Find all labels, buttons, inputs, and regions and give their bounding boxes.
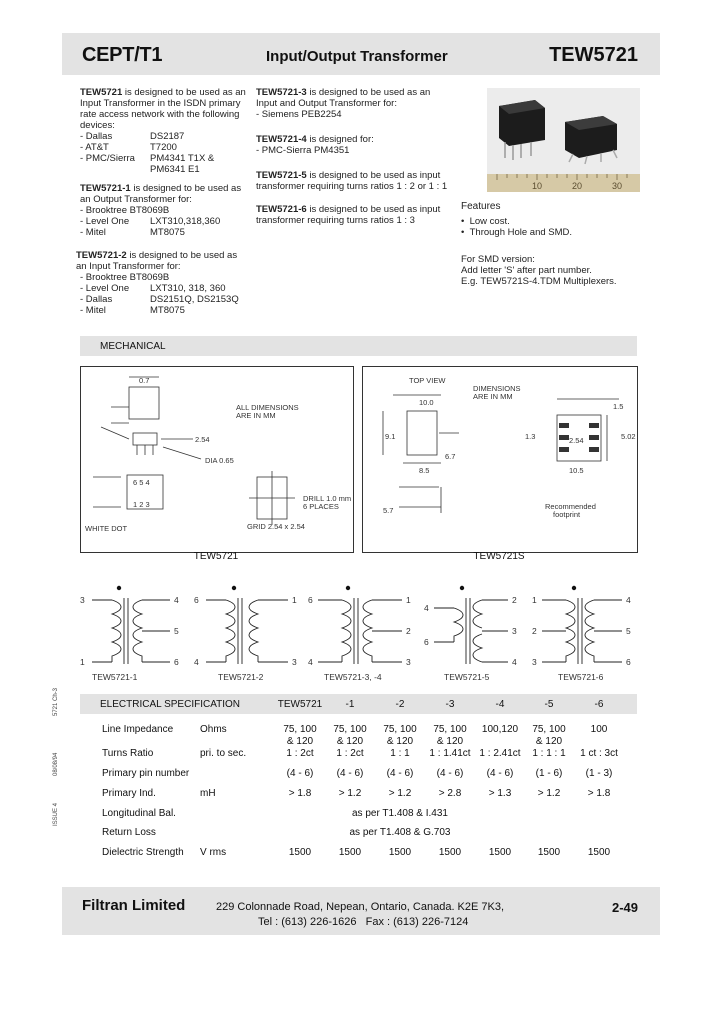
smd-line: Add letter 'S' after part number.	[461, 265, 592, 276]
device-list-3	[80, 272, 248, 316]
dim-label: ALL DIMENSIONS	[236, 403, 299, 412]
svg-text:4: 4	[194, 657, 199, 667]
spec-row-primary-pin: Primary pin number (4 - 6) (4 - 6) (4 - 6) (4 - 6) (4 - 6) (1 - 6) (1 - 3)	[102, 768, 613, 779]
header-left-title: CEPT/T1	[82, 44, 163, 66]
para-tew5721-5: TEW5721-5 is designed to be used as input transformer requiring turns ratios 1 : 2 or 1 : 1	[256, 170, 448, 192]
list-item: - Mitel MT8075	[80, 227, 185, 238]
feature-item: • Through Hole and SMD.	[461, 227, 573, 238]
mechanical-drawing-tew5721s	[362, 366, 638, 553]
svg-text:3: 3	[512, 626, 517, 636]
spec-col-header: -1	[345, 699, 355, 710]
list-item: PM6341 E1	[150, 164, 200, 175]
para-tew5721-1: TEW5721-1 is designed to be used as an Output Transformer for:	[80, 183, 242, 205]
svg-text:3: 3	[80, 595, 85, 605]
dim-label: 6 PLACES	[303, 502, 339, 511]
dot-label: WHITE DOT	[85, 524, 128, 533]
list-item: - Brooktree BT8069B	[80, 272, 170, 283]
spec-row-turns-ratio: Turns Ratio pri. to sec. 1 : 2ct 1 : 2ct 1 : 1 1 : 1.41ct 1 : 2.41ct 1 : 1 : 1 1 ct : 3ct	[102, 748, 618, 759]
list-item: - Dallas DS2151Q, DS2153Q	[80, 294, 239, 305]
spec-row-primary-ind: Primary Ind. mH > 1.8 > 1.2 > 1.2 > 2.8 > 1.3 > 1.2 > 1.8	[102, 788, 611, 799]
spec-col-header: -6	[594, 699, 604, 710]
spec-col-header: -5	[544, 699, 554, 710]
dim-label: 2.54	[569, 436, 584, 445]
pin-label: 1 2 3	[133, 500, 150, 509]
header-part-number: TEW5721	[549, 44, 638, 66]
dim-label: TOP VIEW	[409, 376, 446, 385]
list-item: - Level One LXT310,318,360	[80, 216, 221, 227]
spec-col-header: TEW5721	[277, 699, 323, 710]
svg-text:1: 1	[532, 595, 537, 605]
svg-text:3: 3	[292, 657, 297, 667]
para-tew5721-3: TEW5721-3 is designed to be used as an Input and Output Transformer for:	[256, 87, 431, 109]
dim-label: 10.0	[419, 398, 434, 407]
side-marks	[47, 676, 61, 876]
company-phone: Tel : (613) 226-1626 Fax : (613) 226-7124	[258, 916, 469, 928]
svg-text:1: 1	[292, 595, 297, 605]
dim-label: 0.7	[139, 376, 150, 385]
dim-label: 8.5	[419, 466, 430, 475]
svg-text:6: 6	[308, 595, 313, 605]
list-item: - Siemens PEB2254	[256, 109, 342, 120]
transformer-photo-illustration	[487, 88, 640, 192]
spec-col-header: -4	[495, 699, 505, 710]
spec-title: ELECTRICAL SPECIFICATION	[100, 699, 241, 710]
side-mark: ISSUE 4	[53, 802, 59, 826]
header-bar	[62, 33, 660, 75]
list-item: - Brooktree BT8069B	[80, 205, 170, 216]
svg-text:5: 5	[626, 626, 631, 636]
spec-row-dielectric: Dielectric Strength V rms 1500 1500 1500 1500 1500 1500 1500	[102, 847, 611, 858]
features-title: Features	[461, 201, 501, 212]
list-item: - Dallas DS2187	[80, 131, 185, 142]
mechanical-caption-left: TEW5721	[193, 551, 239, 562]
device-list-2	[80, 205, 248, 238]
side-mark: 5721 Ch-3	[53, 687, 59, 716]
features-col	[461, 201, 661, 287]
schematic-label: TEW5721-6	[558, 672, 604, 682]
side-mark: 08/08/94	[53, 752, 59, 776]
spec-col-header: -3	[445, 699, 455, 710]
para-tew5721-2: TEW5721-2 is designed to be used as an Input Transformer for:	[76, 250, 238, 272]
spec-row-line-impedance-2: & 120 & 120 & 120 & 120 & 120	[286, 736, 563, 747]
pin-label: 6 5 4	[133, 478, 150, 487]
schematics-area	[62, 580, 660, 684]
header-center-title: Input/Output Transformer	[266, 48, 448, 65]
dim-label: footprint	[553, 510, 581, 519]
schematic-label: TEW5721-2	[218, 672, 264, 682]
dim-label: DRILL 1.0 mm	[303, 494, 352, 503]
company-name: Filtran Limited	[82, 897, 186, 914]
dim-label: 9.1	[385, 432, 396, 441]
scale-label: 10	[531, 181, 543, 191]
company-address: 229 Colonnade Road, Nepean, Ontario, Canada. K2E 7K3,	[216, 901, 505, 913]
dim-label: DIMENSIONS	[473, 384, 521, 393]
svg-text:3: 3	[406, 657, 411, 667]
mechanical-drawing-tew5721	[80, 366, 354, 553]
smd-line: E.g. TEW5721S-4.TDM Multiplexers.	[461, 276, 617, 287]
para-tew5721-4: TEW5721-4 is designed for:	[256, 134, 374, 145]
dim-label: 6.7	[445, 452, 456, 461]
svg-text:1: 1	[80, 657, 85, 667]
electrical-spec-header	[80, 694, 637, 714]
scale-label: 30	[611, 181, 623, 191]
spec-row-return-loss: Return Loss as per T1.408 & G.703	[102, 827, 451, 838]
list-item: - Mitel MT8075	[80, 305, 185, 316]
transformer-schematics-svg	[62, 580, 660, 684]
mechanical-drawing-svg	[363, 367, 637, 552]
dim-label: DIA 0.65	[205, 456, 234, 465]
dim-label: 1.3	[525, 432, 536, 441]
para-tew5721: TEW5721 is designed to be used as an Input Transformer in the ISDN primary rate access network with the following devices:	[80, 87, 246, 131]
dim-label: GRID 2.54 x 2.54	[247, 522, 305, 531]
dim-label: 10.5	[569, 466, 584, 475]
schematic-label: TEW5721-1	[92, 672, 138, 682]
svg-text:2: 2	[512, 595, 517, 605]
schematic-label: TEW5721-5	[444, 672, 490, 682]
footer-bar	[62, 887, 660, 935]
list-item: - PMC-Sierra PM4351	[256, 145, 350, 156]
svg-text:5: 5	[174, 626, 179, 636]
svg-text:4: 4	[424, 603, 429, 613]
list-item: - Level One LXT310, 318, 360	[80, 283, 226, 294]
svg-text:6: 6	[424, 637, 429, 647]
page-number: 2-49	[611, 900, 638, 915]
svg-text:4: 4	[174, 595, 179, 605]
spec-row-line-impedance: Line Impedance Ohms 75, 100 75, 100 75, 100 75, 100 100,120 75, 100 100	[102, 724, 608, 735]
dim-label: ARE IN MM	[473, 392, 513, 401]
spec-col-header: -2	[395, 699, 405, 710]
feature-item: • Low cost.	[461, 216, 510, 227]
mechanical-caption-right: TEW5721S	[473, 551, 525, 562]
svg-text:2: 2	[406, 626, 411, 636]
svg-text:6: 6	[626, 657, 631, 667]
dim-label: 5.02	[621, 432, 636, 441]
svg-text:4: 4	[626, 595, 631, 605]
smd-title: For SMD version:	[461, 254, 535, 265]
svg-text:3: 3	[532, 657, 537, 667]
dim-label: 2.54	[195, 435, 210, 444]
svg-text:4: 4	[308, 657, 313, 667]
spec-row-longitudinal: Longitudinal Bal. as per T1.408 & I.431	[102, 808, 448, 819]
mechanical-bar	[80, 336, 637, 356]
description-col-1	[76, 87, 248, 316]
device-list-1	[80, 131, 248, 175]
svg-text:4: 4	[512, 657, 517, 667]
svg-text:1: 1	[406, 595, 411, 605]
product-photo	[487, 88, 640, 192]
dim-label: 1.5	[613, 402, 624, 411]
dim-label: Recommended	[545, 502, 596, 511]
mechanical-drawing-svg	[81, 367, 353, 552]
scale-label: 20	[571, 181, 583, 191]
dim-label: 5.7	[383, 506, 394, 515]
svg-text:6: 6	[194, 595, 199, 605]
list-item: - PMC/Sierra PM4341 T1X &	[80, 153, 215, 164]
description-col-2	[256, 87, 452, 226]
svg-text:2: 2	[532, 626, 537, 636]
para-tew5721-6: TEW5721-6 is designed to be used as input transformer requiring turns ratios 1 : 3	[256, 204, 441, 226]
list-item: - AT&T T7200	[80, 142, 177, 153]
svg-text:6: 6	[174, 657, 179, 667]
dim-label: ARE IN MM	[236, 411, 276, 420]
schematic-label: TEW5721-3, -4	[324, 672, 382, 682]
mechanical-title: MECHANICAL	[100, 341, 166, 352]
